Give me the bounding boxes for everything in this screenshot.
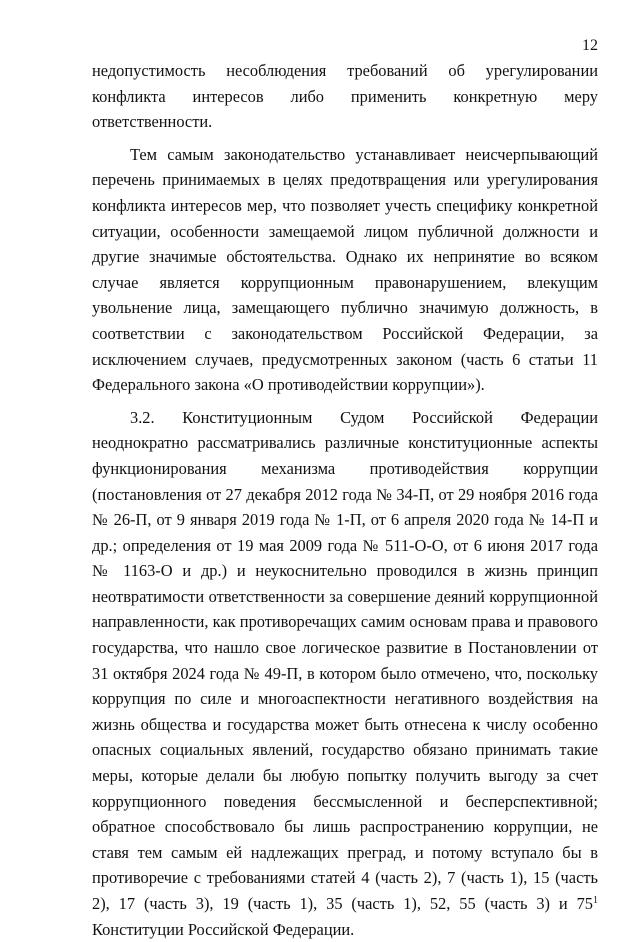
article-superscript: 1	[593, 895, 598, 906]
section-3-2-ending: Конституции Российской Федерации.	[92, 919, 355, 939]
paragraph-legislation: Тем самым законодательство устанавливает неисчерпывающий перечень принимаемых в целях предотвращения или урегулирования конфликта интересов мер, что позволяет учесть специфику конкретной ситуации, особенности замещаемой лицом публичной должности и другие значимые обстоятельства. Однако их непринятие во всяком случае является коррупционным правонарушением, влекущим увольнение лица, замещающего публично значимую должность, в соответствии с законодательством Российской Федерации, за исключением случаев, предусмотренных законом (часть 6 статьи 11 Федерального закона «О противодействии коррупции»).	[92, 144, 598, 395]
document-body	[92, 58, 598, 942]
section-3-2-text: 3.2. Конституционным Судом Российской Федерации неоднократно рассматривались различные конституционные аспекты функционирования механизма противодействия коррупции (постановления от 27 декабря 2012 года № 34-П, от 29 ноября 2016 года № 26-П, от 9 января 2019 года № 1-П, от 6 апреля 2020 года № 14-П и др.; определения от 19 мая 2009 года № 511-О-О, от 6 июня 2017 года № 1163-О и др.) и неукоснительно проводился в жизнь принцип неотвратимости ответственности за совершение деяний коррупционной направленности, как противоречащих самим основам права и правового государства, что нашло свое логическое развитие в Постановлении от 31 октября 2024 года № 49-П, в котором было отмечено, что, поскольку коррупция по силе и многоаспектности негативного воздействия на жизнь общества и государства может быть отнесена к числу особенно опасных социальных явлений, государство обязано принимать такие меры, которые делали бы любую попытку получить выгоду за счет коррупционного поведения бессмысленной и бесперспективной; обратное способствовало бы лишь распространению коррупции, не ставя тем самым ей надлежащих преград, и потому вступало бы в противоречие с требованиями статей 4 (часть 2), 7 (часть 1), 15 (часть 2), 17 (часть 3), 19 (часть 1), 35 (часть 1), 52, 55 (часть 3) и 75	[92, 407, 598, 913]
page-number: 12	[582, 37, 598, 54]
paragraph-section-3-2	[92, 405, 598, 942]
paragraph-continuation: недопустимость несоблюдения требований об урегулировании конфликта интересов либо применить конкретную меру ответственности.	[92, 61, 598, 132]
